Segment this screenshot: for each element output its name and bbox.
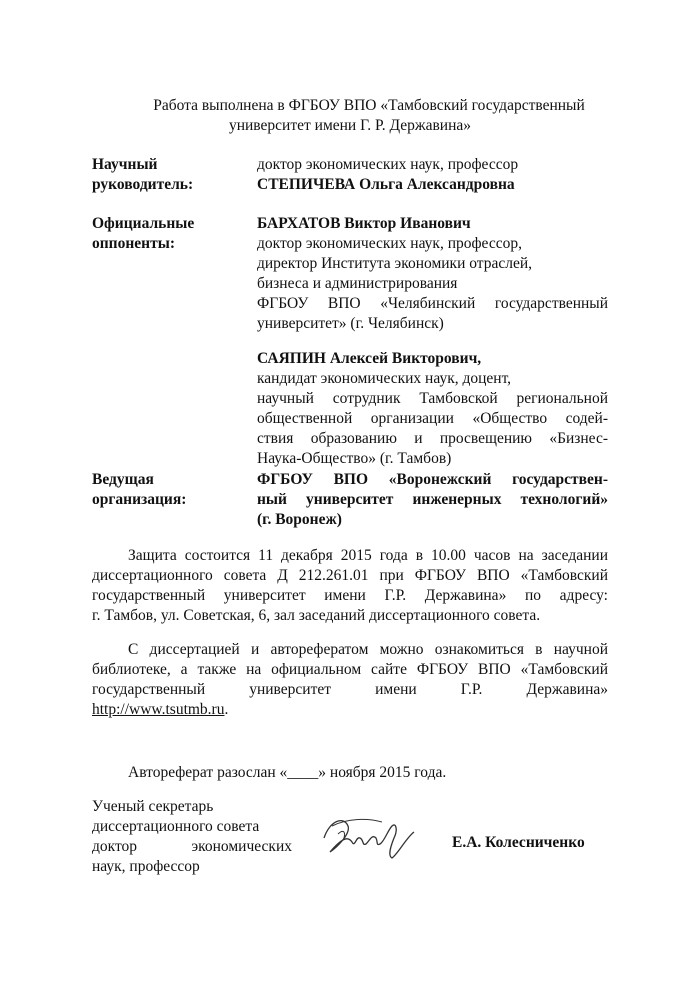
lead-org-label-line: Ведущая [92, 471, 154, 488]
opponent-1-line: университет» (г. Челябинск) [257, 315, 444, 332]
lead-org-line: ный университет инженерных технологий» [257, 491, 608, 508]
library-line: государственный университет имени Г.Р. Державина» [92, 681, 608, 698]
opponent-2-name: САЯПИН Алексей Викторович, [257, 350, 482, 367]
signature-image [318, 808, 418, 864]
lead-org-label [92, 470, 242, 510]
defense-line: диссертационного совета Д 212.261.01 при ФГБОУ ВПО «Тамбовский [92, 567, 608, 584]
opponent-2-section [92, 349, 608, 469]
defense-paragraph [92, 546, 608, 626]
header-line-1: Работа выполнена в ФГБОУ ВПО «Тамбовский государственный [153, 97, 585, 114]
opponent-2 [257, 349, 608, 469]
lead-org-line: (г. Воронеж) [257, 511, 342, 528]
library-url-line [92, 700, 608, 720]
opponent-1-name: БАРХАТОВ Виктор Иванович [257, 215, 471, 232]
supervisor-label-line: Научный [92, 156, 158, 173]
document-header [0, 96, 700, 136]
opponent-2-line: кандидат экономических наук, доцент, [257, 370, 512, 387]
opponent-1-line: доктор экономических наук, профессор, [257, 235, 522, 252]
opponent-2-line: ствия образованию и просвещению «Бизнес- [257, 430, 608, 447]
supervisor-label [92, 155, 242, 195]
lead-org-section [92, 470, 608, 530]
header-line-2: университет имени Г. Р. Державина» [228, 117, 472, 134]
supervisor-label-line: руководитель: [92, 176, 194, 193]
lead-org-value [257, 470, 608, 530]
secretary-line: наук, профессор [92, 858, 200, 875]
opponent-1-line: ФГБОУ ВПО «Челябинский государственный [257, 295, 608, 312]
opponent-2-line: общественной организации «Общество содей- [257, 410, 608, 427]
opponents-label-line: оппоненты: [92, 235, 175, 252]
opponents-label [92, 214, 242, 254]
secretary-block [92, 797, 292, 877]
website-link[interactable]: http://www.tsutmb.ru [92, 701, 225, 718]
lead-org-label-line: организация: [92, 491, 187, 508]
secretary-line: Ученый секретарь [92, 798, 214, 815]
library-line: С диссертацией и авторефератом можно ознакомиться в научной [128, 641, 608, 658]
library-line: библиотеке, а также на официальном сайте ФГБОУ ВПО «Тамбовский [92, 661, 608, 678]
opponents-label-line: Официальные [92, 215, 195, 232]
lead-org-line: ФГБОУ ВПО «Воронежский государствен- [257, 471, 608, 488]
defense-line: государственный университет имени Г.Р. Державина» по адресу: [92, 587, 608, 604]
sent-date-line: Автореферат разослан «____» ноября 2015 года. [128, 764, 447, 781]
opponent-1 [257, 214, 608, 334]
supervisor-degree: доктор экономических наук, профессор [257, 156, 519, 173]
supervisor-value [257, 155, 608, 195]
library-paragraph [92, 640, 608, 720]
secretary-line: доктор экономических [92, 838, 292, 855]
url-suffix: . [224, 701, 229, 718]
defense-line: г. Тамбов, ул. Советская, 6, зал заседаний диссертационного совета. [92, 607, 541, 624]
supervisor-name: СТЕПИЧЕВА Ольга Александровна [257, 176, 515, 193]
secretary-name: Е.А. Колесниченко [452, 834, 585, 851]
opponent-1-line: бизнеса и администрирования [257, 275, 458, 292]
opponent-2-line: научный сотрудник Тамбовской региональной [257, 390, 608, 407]
secretary-line: диссертационного совета [92, 818, 260, 835]
defense-line: Защита состоится 11 декабря 2015 года в 10.00 часов на заседании [128, 547, 608, 564]
supervisor-section [92, 155, 608, 195]
opponent-1-line: директор Института экономики отраслей, [257, 255, 533, 272]
opponent-2-line: Наука-Общество» (г. Тамбов) [257, 450, 452, 467]
